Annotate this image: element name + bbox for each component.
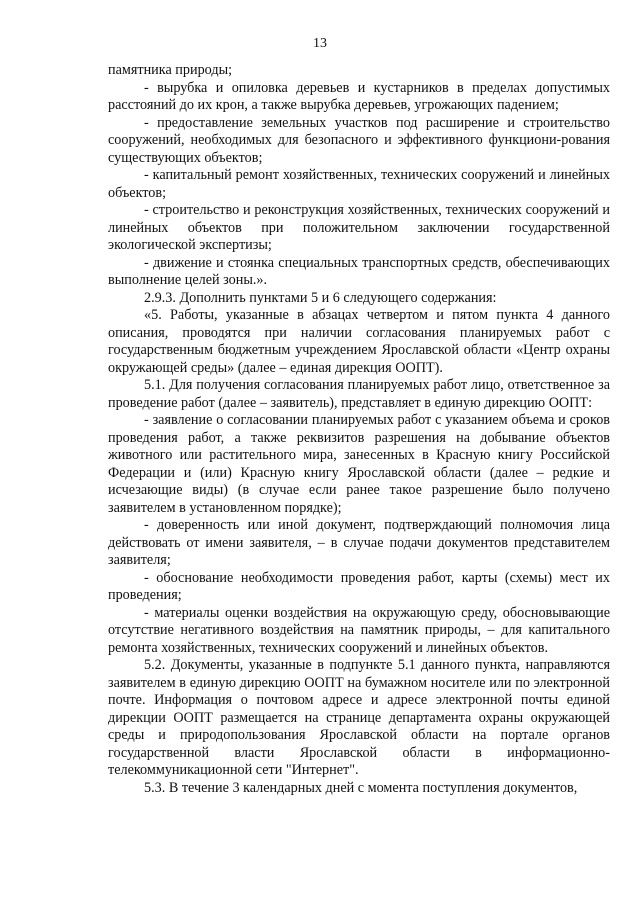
paragraph: - обоснование необходимости проведения работ, карты (схемы) мест их проведения; [108,569,610,603]
document-body [108,62,610,797]
paragraph: - доверенность или иной документ, подтверждающий полномочия лица действовать от имени заявителя, – в случае подачи документов представителем заявителя; [108,517,610,568]
paragraph: - материалы оценки воздействия на окружающую среду, обосновывающие отсутствие негативного воздействия на памятник природы, – для капитального ремонта хозяйственных, технических сооружений и линейных объектов. [108,604,610,656]
paragraph: 5.1. Для получения согласования планируемых работ лицо, ответственное за проведение работ (далее – заявитель), представляет в единую дирекцию ООПТ: [108,377,610,411]
paragraph: 5.3. В течение 3 календарных дней с момента поступления документов, [144,779,578,796]
paragraph: - движение и стоянка специальных транспортных средств, обеспечивающих выполнение целей зоны.». [108,254,610,288]
paragraph: «5. Работы, указанные в абзацах четвертом и пятом пункта 4 данного описания, проводятся при наличии согласования планируемых работ с государственным бюджетным учреждением Ярославской области «Центр охраны окружающей среды» (далее – единая дирекция ООПТ). [108,307,610,376]
paragraph: - капитальный ремонт хозяйственных, технических сооружений и линейных объектов; [108,167,610,201]
paragraph: памятника природы; [108,62,233,78]
paragraph: - вырубка и опиловка деревьев и кустарников в пределах допустимых расстояний до их крон, а также вырубка деревьев, угрожающих падением; [108,79,610,113]
paragraph: - заявление о согласовании планируемых работ с указанием объема и сроков проведения работ, а также реквизитов разрешения на добывание объектов животного или растительного мира, занесенных в Красную книгу Российской Федерации и (или) Красную книгу Ярославской области (далее – редкие и исчезающие виды) (в случае если ранее такое разрешение было получено заявителем в установленном порядке); [108,412,610,516]
paragraph: - предоставление земельных участков под расширение и строительство сооружений, необходимых для безопасного и эффективного функциони-рования существующих объектов; [108,114,610,166]
page-number: 13 [313,36,327,51]
paragraph: 2.9.3. Дополнить пунктами 5 и 6 следующего содержания: [144,289,497,306]
paragraph: - строительство и реконструкция хозяйственных, технических сооружений и линейных объектов при положительном заключении государственной экологической экспертизы; [108,202,610,253]
paragraph: 5.2. Документы, указанные в подпункте 5.1 данного пункта, направляются заявителем в единую дирекцию ООПТ на бумажном носителе или по электронной почте. Информация о почтовом адресе и адресе электронной почты единой дирекции ООПТ размещается на странице департамента охраны окружающей среды и природопользования Ярославской области на портале органов государственной власти Ярославской области в информационно-телекоммуникационной сети "Интернет". [108,657,610,778]
